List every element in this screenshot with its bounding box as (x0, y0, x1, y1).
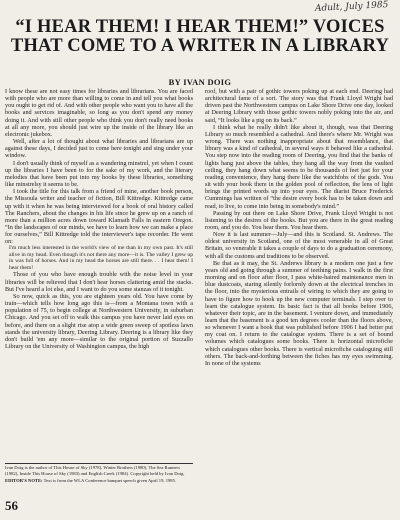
article-headline: “I HEAR THEM! I HEAR THEM!” VOICES THAT COME TO A WRITER IN A LIBRARY (10, 17, 390, 56)
editors-note-label: EDITOR'S NOTE: (5, 478, 43, 484)
editors-note (5, 478, 193, 484)
paragraph: I don't usually think of myself as a wandering minstrel, yet when I count up the libraries I have been to for the sake of my work, and the literary melodies that have been put into my books by these libraries, something like minstrelsy it seems to be. (5, 159, 193, 189)
paragraph: roof, but with a pair of gothic towers poking up at each end. Deering had architectural fame of a sort. The story was that Frank Lloyd Wright had driven past the Northwestern campus on Lake Shore Drive one day, looked at Deering Library with those gothic towers nobly poking into the air, and said, “It looks like a pig on its back.” (205, 88, 393, 124)
right-column (205, 88, 393, 508)
block-quote: I'm much less interested in the world's view of me than in my own past. It's still alive in my head. Even though it's not there any more—it is. The valley I grew up in was full of horses. And in my head the horses are still there. . . I hear them! I hear them! (9, 245, 193, 271)
author-bio: Ivan Doig is the author of This House of Sky (1978), Winter Brothers (1980), The Sea Runners (1982), Inside This House of Sky (1983) and English Creek (1984). Copyright held by Ivan Doig. (5, 465, 185, 476)
paragraph: Those of you who have enough trouble with the noise level in your libraries will be relieved that I don't hear horses clattering amid the stacks. But I've heard a lot else, and I want to do you some stanzas of it tonight. (5, 271, 193, 293)
paragraph: So now, quick as this, you are eighteen years old. You have come by train—which tells how long ago this is—from a Montana town with a population of 75, to begin college at Northwestern University, in suburban Chicago. And you set off to walk this campus you have never laid eyes on before, and there on a slight rise atop a wide green sweep of spotless lawn stands the university library, Deering Library. Deering is a library like they don't build 'em any more—similar to the original portion of Suzzallo Library on the University of Washington campus, the high (5, 292, 193, 350)
paragraph: I know these are not easy times for libraries and librarians. You are faced with people who are more than willing to come in and tell you what books you ought to get rid of. And with other people who want you to have all the books and services imaginable, so long as you don't spend any money doing it. And with still other people who think you don't really need books at all any more, you should just wire up the inside of the library like an electronic jukebox. (5, 88, 193, 138)
paragraph: Now it is last summer—July—and this is Scotland. St. Andrews. The oldest university in Scotland, one of the most venerable in all of Great Britain, so venerable it takes a couple of days to do a graduation ceremony, with all the customs and traditions to be observed. (205, 231, 393, 260)
editors-note-text: Text is from the WLA Conference banquet speech given April 19, 1985. (42, 478, 177, 484)
handwritten-note: Adult, July 1985 (314, 0, 389, 14)
paragraph: Well, after a lot of thought about what libraries and librarians are up against these days, I decided just to come here tonight and sing under your window. (5, 138, 193, 160)
paragraph: Be that as it may, the St. Andrews library is a modern one just a few years old and going through a summer of teething pains. I walk in the first morning and on floor after floor, I pass white-haired maintenance men in blue dustcoats, staring silently forlornly down at the electrical trenches in the floor, into the mysterious entrails of wiring to which they are going to have to figure how to hook up the new computer terminals. I step over to learn the catalogue system. Its basic fact is that all books before 1906, whatever their topic, are in the basement. I venture down, and immediately learn that the basement is a good ten degrees cooler than the floors above, so whenever I want a book that was published before 1906 I had better put my coat on. I return to the catalogue system. There is a set of bound volumes which catalogues some books. There is horizontal microfiche which catalogues other books. There is vertical microfiche cataloguing still others. The back-and-forthing between the fiches has my eyes swimming. In none of the systems (205, 259, 393, 367)
byline: BY IVAN DOIG (168, 77, 232, 87)
paragraph: I think what he really didn't like about it, though, was that Deering Library so much resembled a cathedral. And there's where Mr. Wright was wrong. There was nothing inappropriate about that resemblance, that library was a kind of cathedral, in several ways it behaved like a cathedral. You step now into the reading room of Deering, you find that the banks of lights hang just above the tables, they hang all the way from the vaulted ceiling, they hang down what seems to be thousands of feet just for your reading convenience, they hang there like the watchfobs of the gods. You sit with your book there in the golden pool of reflection, the lens of light brings the printed words up into your eyes. The diarist Bruce Frederick Cummings has written of “the desire every book has to be taken down and read, to live, to come into being in somebody's mind.” (205, 123, 393, 210)
left-column (5, 88, 193, 460)
paragraph: Passing by out there on Lake Shore Drive, Frank Lloyd Wright is not listening to the desires of the books. But you are there in the great reading room, and you do. You hear them. You hear them. (205, 209, 393, 231)
author-footnote (5, 463, 193, 484)
page-number: 56 (5, 498, 18, 513)
paragraph: I took the title for this talk from a friend of mine, another book person, the Missoula writer and teacher of fiction, Bill Kittredge. Kittredge came up with it when he was being interviewed for a book of oral history called The Ranchers, about the changes in his life since he grew up on a ranch of more than a million acres down toward Klamath Falls in eastern Oregon. “In the landscapes of our minds, we have to learn how we can make a place for ourselves,” Bill Kittredge told the interviewer's tape recorder. He went on: (5, 188, 193, 246)
